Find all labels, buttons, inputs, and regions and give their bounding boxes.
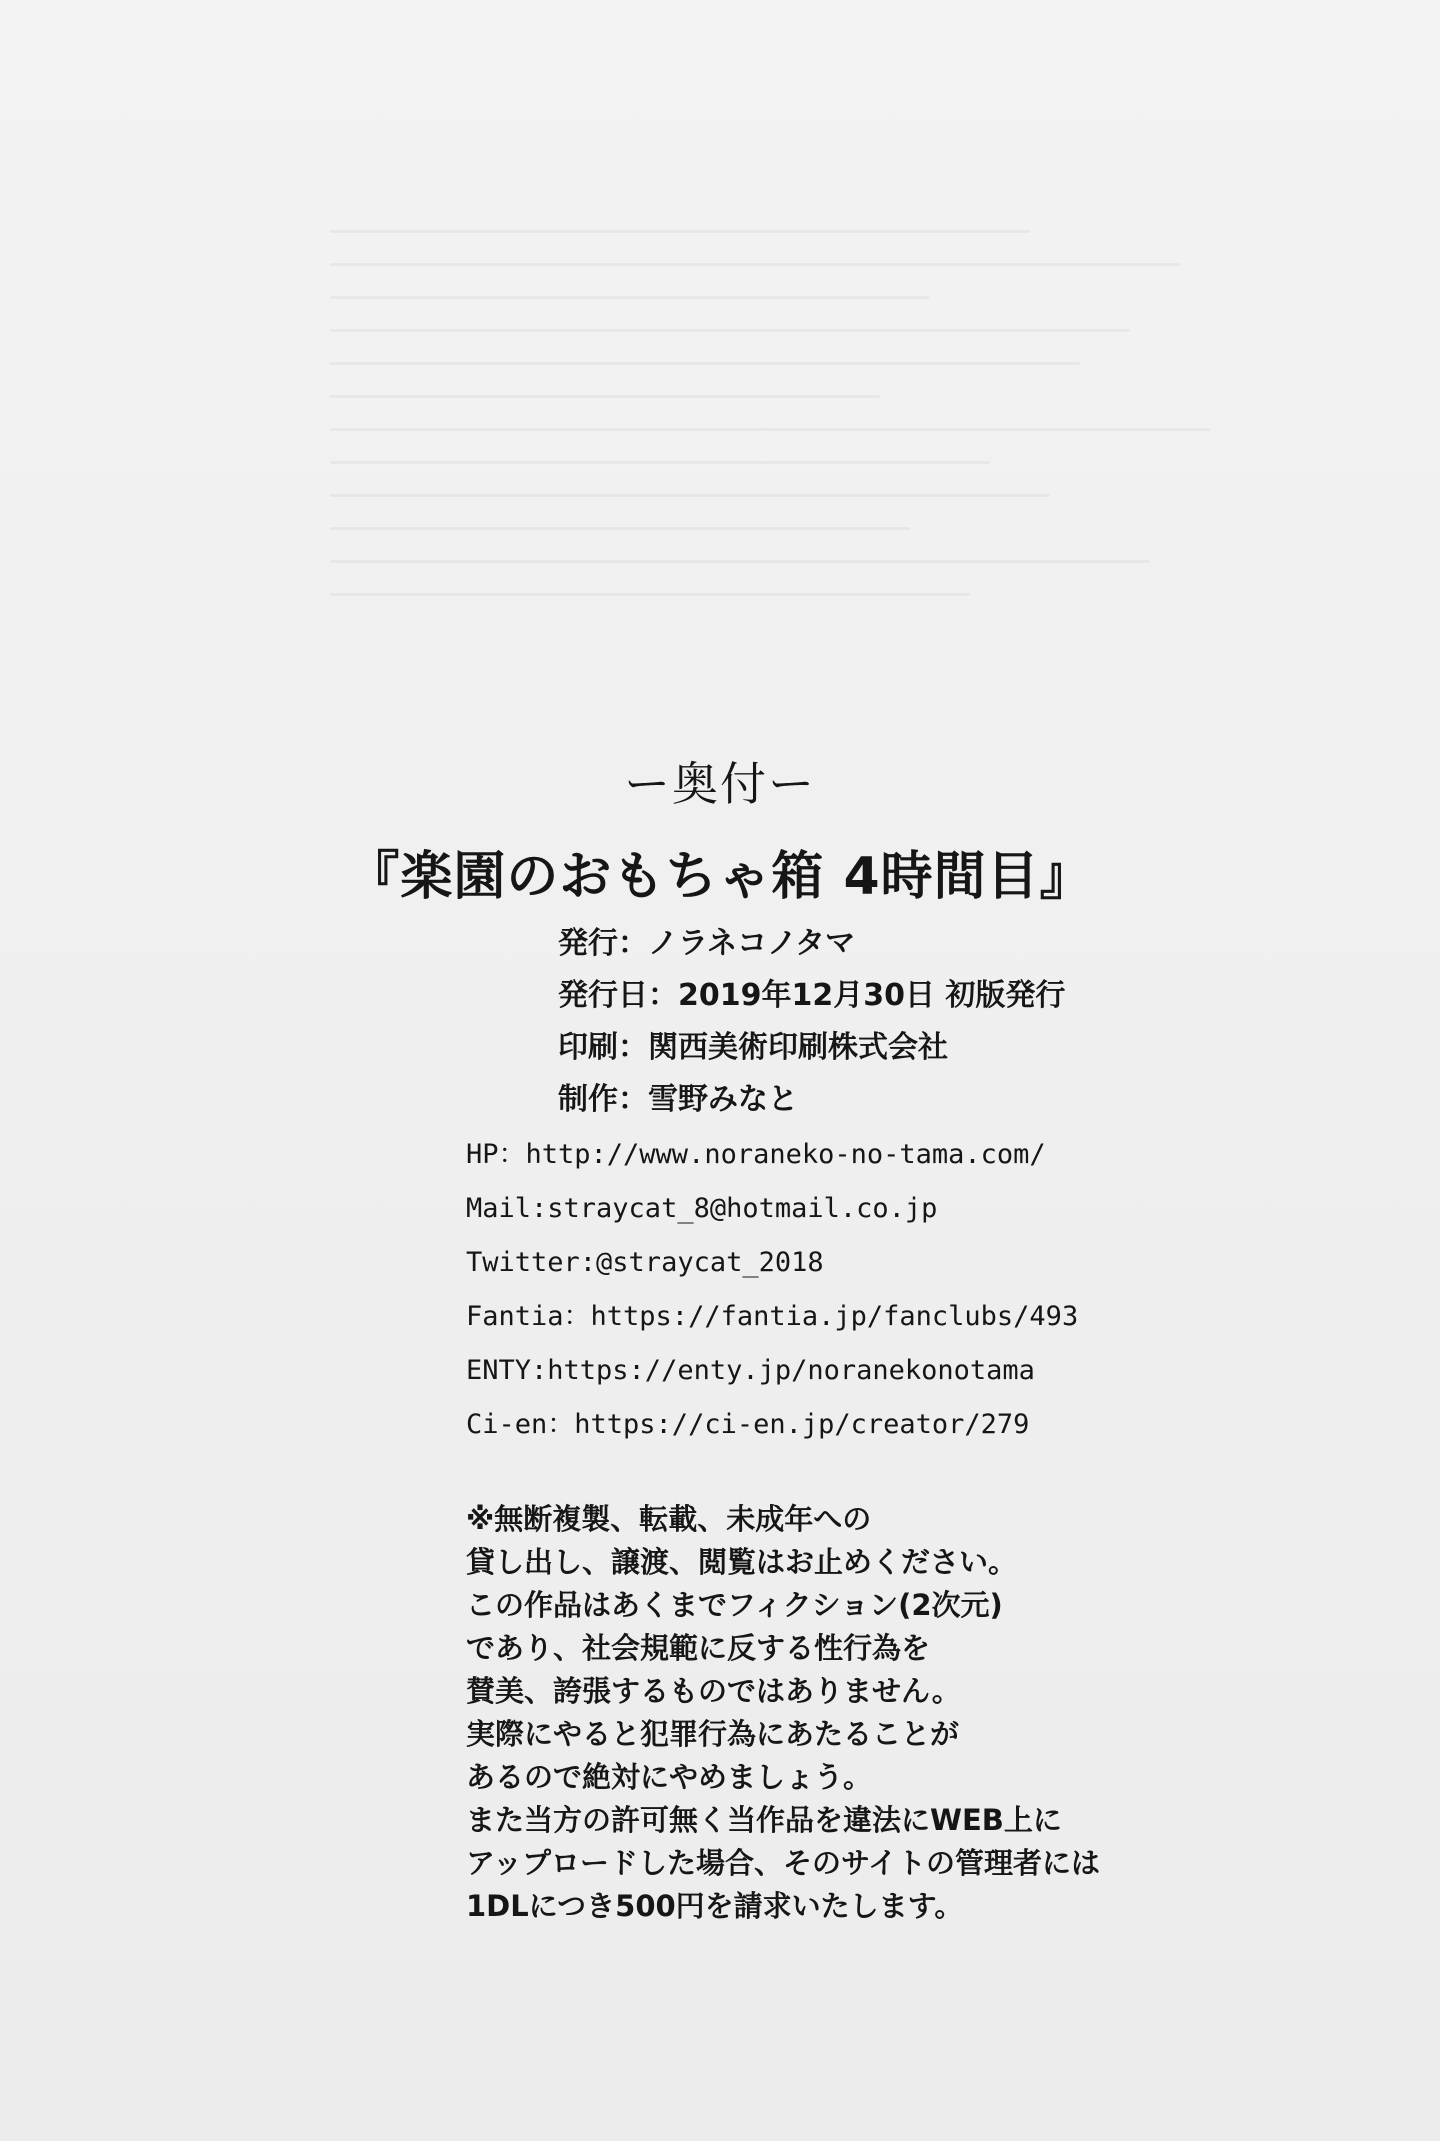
- credits-block: [558, 918, 1065, 1126]
- link-mail: Mail:straycat_8@hotmail.co.jp: [466, 1193, 938, 1224]
- link-homepage: HP：http://www.noraneko-no-tama.com/: [466, 1139, 1046, 1170]
- copyright-notice: [466, 1498, 1100, 1928]
- credit-author: 制作：雪野みなと: [558, 1082, 798, 1117]
- notice-line: 賛美、誇張するものではありません。: [466, 1674, 961, 1708]
- book-title: 『楽園のおもちゃ箱 4時間目』: [347, 847, 1093, 907]
- link-ci-en: Ci-en：https://ci-en.jp/creator/279: [466, 1409, 1030, 1440]
- credit-publisher: 発行：ノラネコノタマ: [558, 926, 855, 961]
- notice-line: ※無断複製、転載、未成年への: [466, 1502, 872, 1536]
- link-fantia: Fantia：https://fantia.jp/fanclubs/493: [466, 1301, 1079, 1332]
- link-twitter: Twitter:@straycat_2018: [466, 1247, 824, 1278]
- notice-line: あるので絶対にやめましょう。: [466, 1760, 873, 1794]
- notice-line: 貸し出し、譲渡、閲覧はお止めください。: [466, 1545, 1018, 1579]
- notice-line: アップロードした場合、そのサイトの管理者には: [466, 1846, 1100, 1880]
- notice-line: また当方の許可無く当作品を違法にWEB上に: [466, 1803, 1062, 1837]
- credit-publish-date: 発行日：2019年12月30日 初版発行: [558, 978, 1066, 1013]
- colophon-heading: ー奥付ー: [624, 757, 816, 811]
- link-enty: ENTY:https://enty.jp/noranekonotama: [466, 1355, 1035, 1386]
- notice-line: であり、社会規範に反する性行為を: [466, 1631, 931, 1665]
- notice-line: 実際にやると犯罪行為にあたることが: [466, 1717, 960, 1751]
- notice-line: 1DLにつき500円を請求いたします。: [466, 1889, 964, 1923]
- credit-printer: 印刷：関西美術印刷株式会社: [558, 1030, 948, 1065]
- notice-line: この作品はあくまでフィクション(2次元): [466, 1588, 1003, 1622]
- links-block: [466, 1128, 1078, 1452]
